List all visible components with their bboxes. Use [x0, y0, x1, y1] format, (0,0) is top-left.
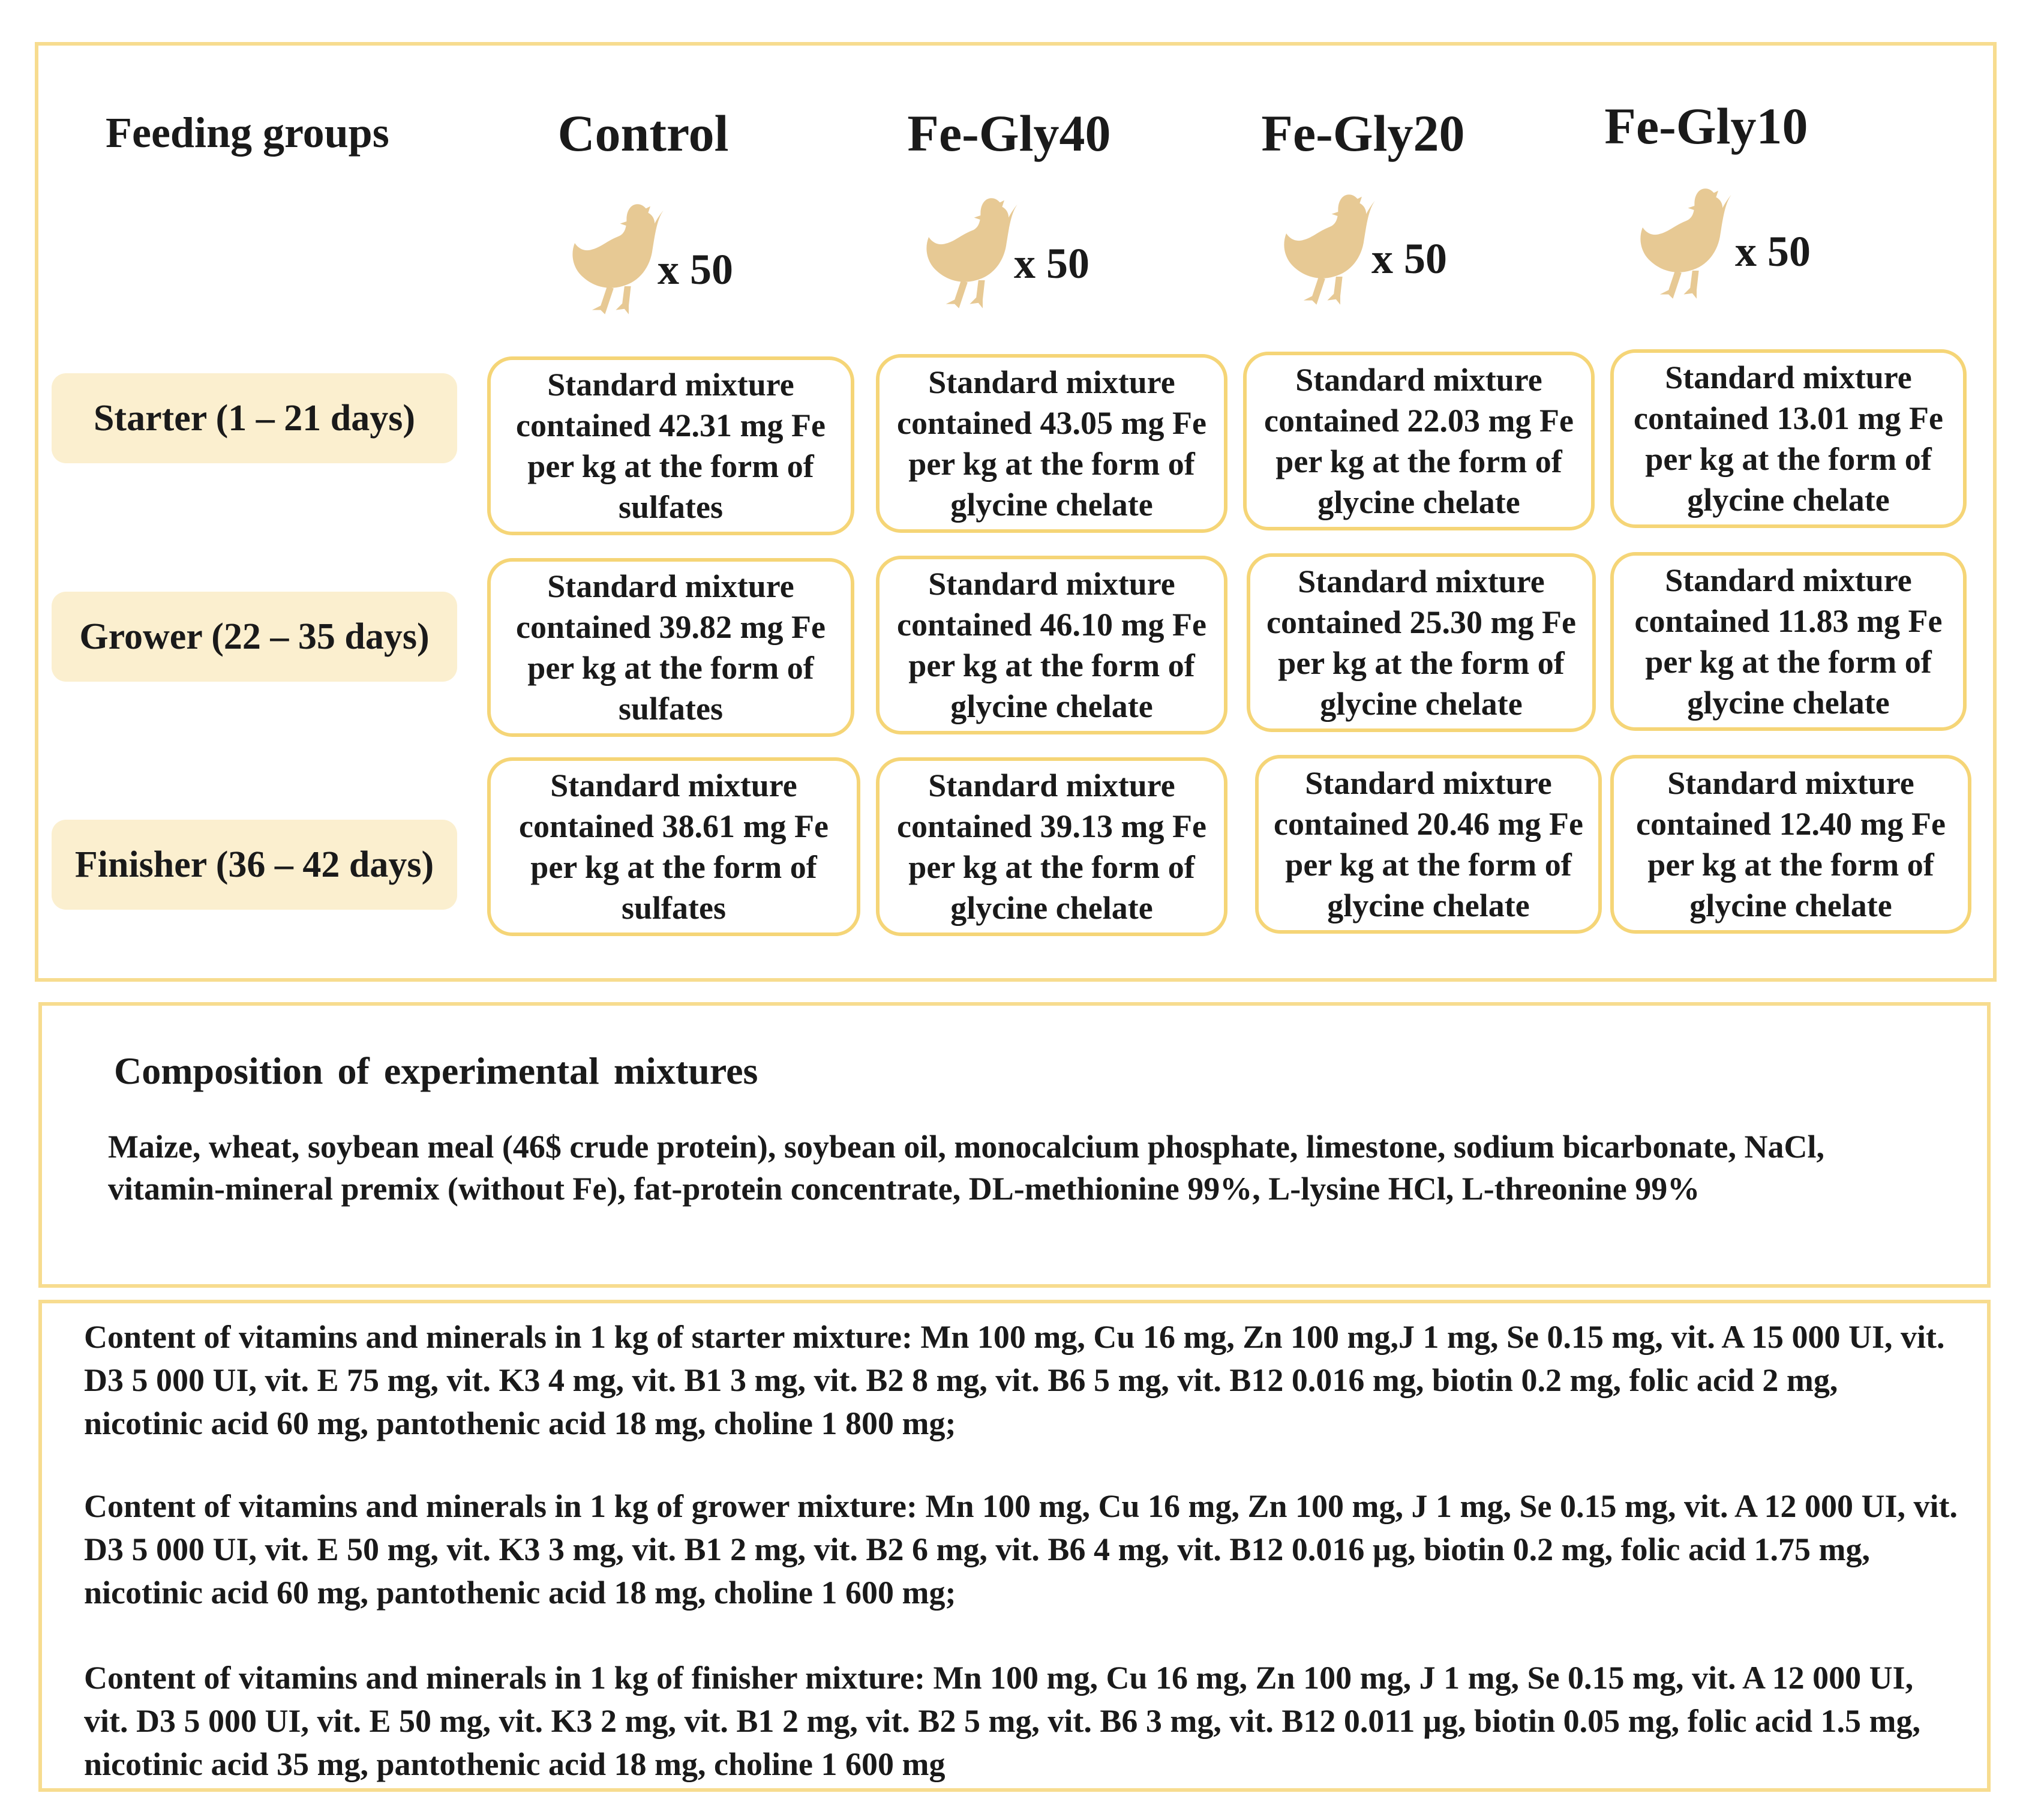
grower-vitamins-text: Content of vitamins and minerals in 1 kg of grower mixture: Mn 100 mg, Cu 16 mg, Zn 100 mg, J 1 mg, Se 0.15 mg, vit. A 12 000 UI, vit. D3 5 000 UI, vit. E 50 mg, vit. K3 3 mg, vit. B1 2 mg, vit. B2 6 mg, vit. B6 4 mg, vit. B12 0.016 µg, biotin 0.2 mg, folic acid 1.75 mg, nicotinic acid 60 mg, pantothenic acid 18 mg, choline 1 600 mg; — [84, 1488, 1958, 1611]
group-count-fe-gly10: x 50 — [1735, 227, 1811, 275]
starter-control-cell: Standard mixture contained 42.31 mg Fe per kg at the form of sulfates — [487, 356, 854, 535]
group-title-fe-gly40: Fe-Gly40 — [907, 104, 1111, 162]
grower-control-cell: Standard mixture contained 39.82 mg Fe per kg at the form of sulfates — [487, 558, 854, 737]
composition-body: Maize, wheat, soybean meal (46$ crude protein), soybean oil, monocalcium phosphate, limestone, sodium bicarbonate, NaCl, vitamin-mineral premix (without Fe), fat-protein concentrate, DL-methionine 99%, L-lysine HCl, L-threonine 99% — [108, 1129, 1824, 1207]
starter-fe-gly20-cell: Standard mixture contained 22.03 mg Fe per kg at the form of glycine chelate — [1243, 352, 1595, 530]
starter-fe-gly10-cell: Standard mixture contained 13.01 mg Fe per kg at the form of glycine chelate — [1610, 349, 1967, 528]
finisher-fe-gly10-cell: Standard mixture contained 12.40 mg Fe per kg at the form of glycine chelate — [1610, 755, 1971, 934]
group-title-control: Control — [557, 104, 729, 162]
vitamins-minerals-panel — [38, 1300, 1991, 1792]
group-title-fe-gly10: Fe-Gly10 — [1604, 97, 1808, 155]
composition-title: Composition of experimental mixtures — [114, 1050, 758, 1092]
grower-fe-gly20-cell: Standard mixture contained 25.30 mg Fe per kg at the form of glycine chelate — [1247, 553, 1596, 732]
group-count-control: x 50 — [658, 245, 733, 293]
group-count-fe-gly20: x 50 — [1371, 235, 1447, 283]
starter-vitamins-text: Content of vitamins and minerals in 1 kg of starter mixture: Mn 100 mg, Cu 16 mg, Zn 100 mg,J 1 mg, Se 0.15 mg, vit. A 15 000 UI, vit. D3 5 000 UI, vit. E 75 mg, vit. K3 4 mg, vit. B1 3 mg, vit. B2 8 mg, vit. B6 5 mg, vit. B12 0.016 mg, biotin 0.2 mg, folic acid 2 mg, nicotinic acid 60 mg, pantothenic acid 18 mg, choline 1 800 mg; — [84, 1319, 1945, 1441]
chicken-icon — [564, 199, 672, 319]
finisher-fe-gly20-cell: Standard mixture contained 20.46 mg Fe per kg at the form of glycine chelate — [1255, 755, 1602, 934]
phase-label-grower: Grower (22 – 35 days) — [52, 592, 457, 682]
phase-label-finisher: Finisher (36 – 42 days) — [52, 820, 457, 910]
starter-fe-gly40-cell: Standard mixture contained 43.05 mg Fe per kg at the form of glycine chelate — [876, 354, 1227, 533]
composition-panel — [38, 1002, 1991, 1288]
finisher-vitamins-text: Content of vitamins and minerals in 1 kg of finisher mixture: Mn 100 mg, Cu 16 mg, Zn 100 mg, J 1 mg, Se 0.15 mg, vit. A 12 000 UI, vit. D3 5 000 UI, vit. E 50 mg, vit. K3 2 mg, vit. B1 2 mg, vit. B2 5 mg, vit. B6 3 mg, vit. B12 0.011 µg, biotin 0.05 mg, folic acid 1.5 mg, nicotinic acid 35 mg, pantothenic acid 18 mg, choline 1 600 mg — [84, 1660, 1921, 1782]
group-title-fe-gly20: Fe-Gly20 — [1261, 104, 1465, 162]
group-count-fe-gly40: x 50 — [1014, 239, 1089, 287]
chicken-icon — [1275, 190, 1383, 310]
finisher-control-cell: Standard mixture contained 38.61 mg Fe per kg at the form of sulfates — [487, 757, 860, 936]
finisher-fe-gly40-cell: Standard mixture contained 39.13 mg Fe per kg at the form of glycine chelate — [876, 757, 1227, 936]
phase-label-starter: Starter (1 – 21 days) — [52, 373, 457, 463]
chicken-icon — [918, 193, 1026, 313]
feeding-groups-label: Feeding groups — [106, 109, 389, 157]
grower-fe-gly40-cell: Standard mixture contained 46.10 mg Fe per kg at the form of glycine chelate — [876, 556, 1227, 734]
chicken-icon — [1632, 184, 1740, 304]
grower-fe-gly10-cell: Standard mixture contained 11.83 mg Fe per kg at the form of glycine chelate — [1610, 552, 1967, 731]
